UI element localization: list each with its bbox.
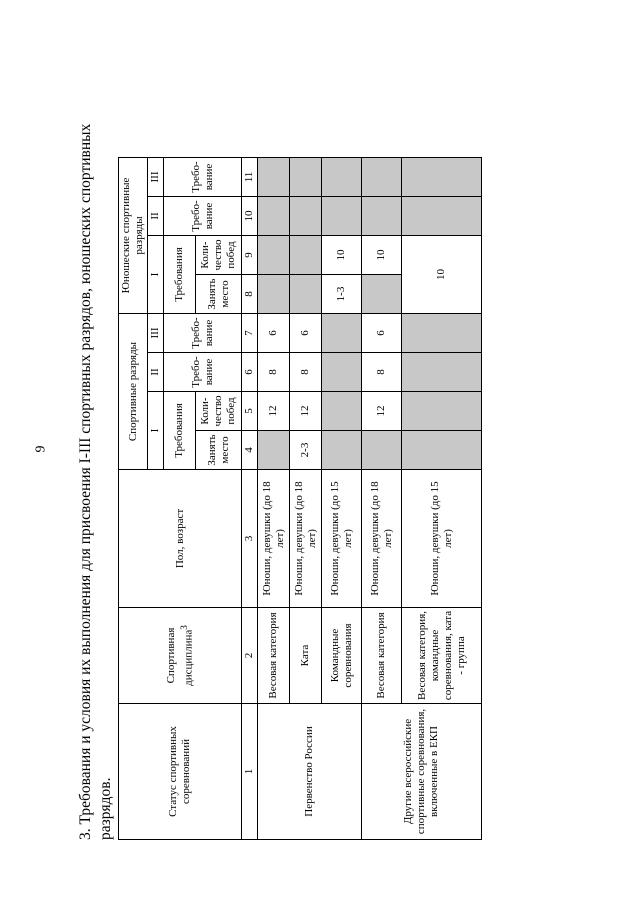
header-sport-req-2: Требо- вание [164,353,242,392]
gender-age-cell: Юноши, девушки (до 18 лет) [362,470,402,608]
header-discipline [119,608,242,704]
status-cell: Другие всероссийские спортивные соревнования, включенные в ЕКП [362,704,482,840]
header-youth-req-1: Требования [164,236,196,314]
column-number: 8 [242,275,258,314]
discipline-cell: Командные соревнования [322,608,362,704]
column-number: 11 [242,158,258,197]
value-cell: 6 [290,314,322,353]
rotated-page-content [70,80,580,840]
value-cell [258,431,290,470]
status-cell: Первенство России [258,704,362,840]
value-cell [258,197,290,236]
column-number: 9 [242,236,258,275]
value-cell [258,275,290,314]
column-number: 6 [242,353,258,392]
header-discipline-text: Спортивная дисциплина [164,627,195,686]
value-cell [362,197,402,236]
value-cell: 10 [362,236,402,275]
discipline-cell: Весовая категория, командные соревнования, ката - группа [402,608,482,704]
header-youth-rank-3: III [148,158,164,197]
value-cell [322,392,362,431]
header-sport-rank-3: III [148,314,164,353]
value-cell [402,353,482,392]
value-cell [402,392,482,431]
value-cell: 6 [258,314,290,353]
header-sport-req-3: Требо- вание [164,314,242,353]
value-cell [290,236,322,275]
gender-age-cell: Юноши, девушки (до 18 лет) [290,470,322,608]
column-number: 3 [242,470,258,608]
header-sport-wins: Коли- чество побед [196,392,242,431]
header-status: Статус спортивных соревнований [119,704,242,840]
value-cell: 8 [362,353,402,392]
value-cell: 10 [402,236,482,314]
value-cell: 2-3 [290,431,322,470]
header-row-groups [119,158,148,840]
value-cell: 12 [290,392,322,431]
requirements-table [118,157,482,840]
gender-age-cell: Юноши, девушки (до 18 лет) [258,470,290,608]
header-sport-place: Занять место [196,431,242,470]
value-cell [362,158,402,197]
value-cell [322,353,362,392]
header-youth-req-2: Требо- вание [164,197,242,236]
header-sport-req-1: Требования [164,392,196,470]
value-cell [290,197,322,236]
header-youth-rank-1: I [148,236,164,314]
header-sport-rank-1: I [148,392,164,470]
value-cell [402,431,482,470]
value-cell: 8 [258,353,290,392]
column-number: 2 [242,608,258,704]
header-youth-wins: Коли- чество побед [196,236,242,275]
value-cell [322,197,362,236]
column-number: 4 [242,431,258,470]
value-cell [290,158,322,197]
value-cell [322,431,362,470]
value-cell: 12 [362,392,402,431]
value-cell: 10 [322,236,362,275]
gender-age-cell: Юноши, девушки (до 15 лет) [322,470,362,608]
value-cell [322,314,362,353]
header-youth-place: Занять место [196,275,242,314]
value-cell [402,158,482,197]
discipline-cell: Ката [290,608,322,704]
value-cell [290,275,322,314]
gender-age-cell: Юноши, девушки (до 15 лет) [402,470,482,608]
header-sport-ranks: Спортивные разряды [119,314,148,470]
column-number-row [242,158,258,840]
value-cell [322,158,362,197]
header-sport-rank-2: II [148,353,164,392]
column-number: 5 [242,392,258,431]
header-youth-ranks: Юношеские спортивные разряды [119,158,148,314]
column-number: 10 [242,197,258,236]
table-row [362,158,402,840]
section-heading: 3. Требования и условия их выполнения для присвоения I-III спортивных разрядов, юношеских спортивных разрядов. [77,123,114,840]
value-cell [362,431,402,470]
footnote-mark: 3 [178,625,189,630]
value-cell: 12 [258,392,290,431]
column-number: 7 [242,314,258,353]
header-youth-req-3: Требо- вание [164,158,242,197]
value-cell [362,275,402,314]
value-cell [258,158,290,197]
value-cell [402,197,482,236]
value-cell: 1-3 [322,275,362,314]
value-cell: 6 [362,314,402,353]
discipline-cell: Весовая категория [258,608,290,704]
header-youth-rank-2: II [148,197,164,236]
discipline-cell: Весовая категория [362,608,402,704]
value-cell: 8 [290,353,322,392]
column-number: 1 [242,704,258,840]
value-cell [258,236,290,275]
page-number: 9 [33,445,49,453]
value-cell [402,314,482,353]
table-row [258,158,290,840]
header-gender-age: Пол, возраст [119,470,242,608]
